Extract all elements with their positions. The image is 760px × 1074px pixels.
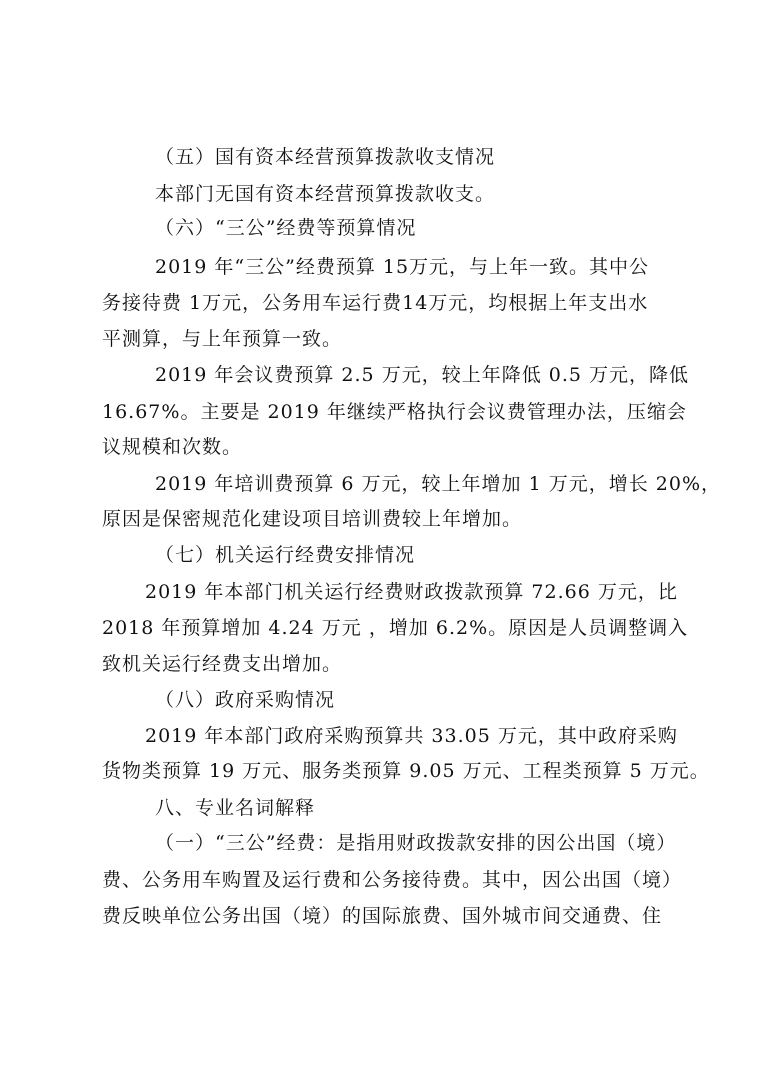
section-heading-7: （七）机关运行经费安排情况 bbox=[155, 544, 416, 566]
paragraph-line: 16.67%。主要是 2019 年继续严格执行会议费管理办法，压缩会 bbox=[102, 401, 687, 423]
paragraph-line: 平测算，与上年预算一致。 bbox=[102, 328, 343, 350]
paragraph-line: 2019 年本部门政府采购预算共 33.05 万元，其中政府采购 bbox=[145, 725, 678, 747]
paragraph-line: 2019 年会议费预算 2.5 万元，较上年降低 0.5 万元，降低 bbox=[155, 364, 689, 386]
paragraph-line: 本部门无国有资本经营预算拨款收支。 bbox=[155, 183, 496, 205]
paragraph-line: 费、公务用车购置及运行费和公务接待费。其中，因公出国（境） bbox=[102, 869, 683, 891]
section-heading-5: （五）国有资本经营预算拨款收支情况 bbox=[155, 146, 496, 168]
paragraph-line: 务接待费 1万元，公务用车运行费14万元，均根据上年支出水 bbox=[102, 292, 649, 314]
section-heading-6: （六）“三公”经费等预算情况 bbox=[155, 217, 417, 239]
section-heading-8: （八）政府采购情况 bbox=[155, 689, 336, 711]
chapter-heading: 八、专业名词解释 bbox=[155, 797, 316, 819]
paragraph-line: 原因是保密规范化建设项目培训费较上年增加。 bbox=[102, 508, 523, 530]
paragraph-line: 2019 年“三公”经费预算 15万元，与上年一致。其中公 bbox=[155, 256, 650, 278]
paragraph-line: 议规模和次数。 bbox=[102, 436, 243, 458]
paragraph-line: （一）“三公”经费：是指用财政拨款安排的因公出国（境） bbox=[155, 832, 677, 854]
paragraph-line: 费反映单位公务出国（境）的国际旅费、国外城市间交通费、住 bbox=[102, 905, 663, 927]
paragraph-line: 2019 年培训费预算 6 万元，较上年增加 1 万元，增长 20%， bbox=[155, 473, 721, 495]
paragraph-line: 货物类预算 19 万元、服务类预算 9.05 万元、工程类预算 5 万元。 bbox=[102, 760, 710, 782]
paragraph-line: 致机关运行经费支出增加。 bbox=[102, 653, 343, 675]
paragraph-line: 2018 年预算增加 4.24 万元 ，增加 6.2%。原因是人员调整调入 bbox=[102, 617, 689, 639]
paragraph-line: 2019 年本部门机关运行经费财政拨款预算 72.66 万元，比 bbox=[145, 581, 678, 603]
